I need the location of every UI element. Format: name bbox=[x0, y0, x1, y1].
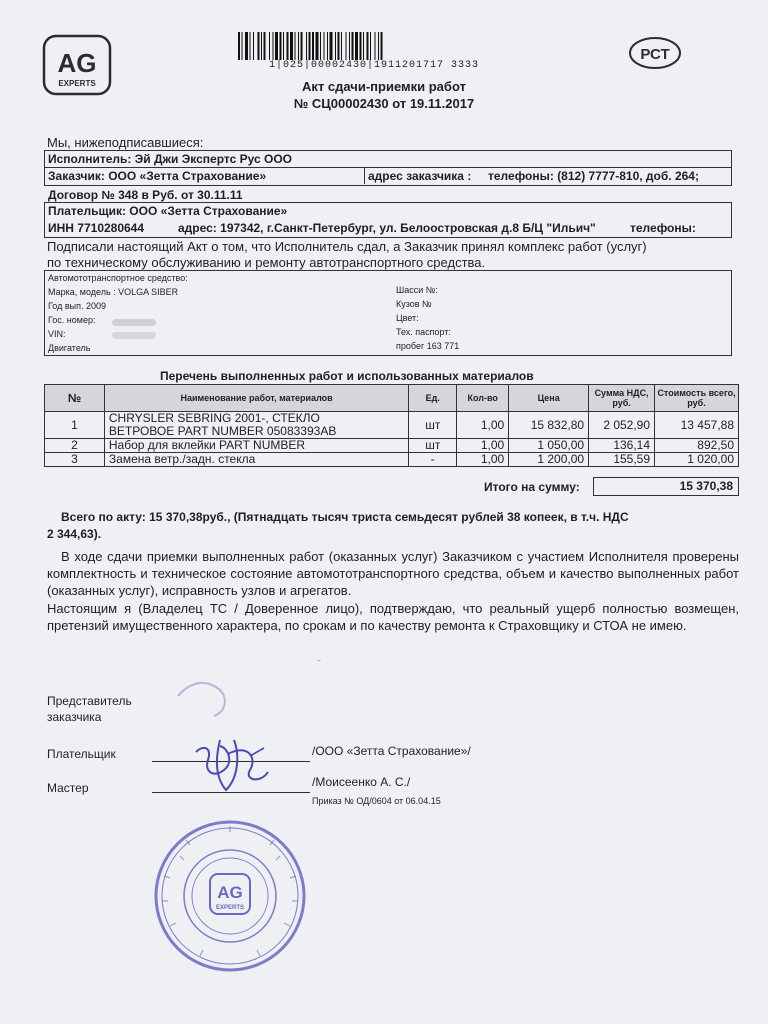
summary-line-1: Всего по акту: 15 370,38руб., (Пятнадцать тысяч триста семьдесят рублей 38 копеек, в т.ч. НДС bbox=[61, 510, 629, 524]
intro-text: Мы, нижеподписавшиеся: bbox=[47, 135, 204, 150]
executor: Исполнитель: Эй Джи Экспертс Рус ООО bbox=[48, 152, 292, 166]
row-price: 15 832,80 bbox=[509, 412, 589, 439]
payer: Плательщик: ООО «Зетта Страхование» bbox=[48, 204, 288, 218]
certification-mark-icon bbox=[628, 36, 682, 70]
paragraph-confirmation: Настоящим я (Владелец ТС / Доверенное лицо), подтверждаю, что реальный ущерб полностью возмещен, претензий имущественного характера, по срокам и по качеству ремонта к Страховщику и СТОА не имею. bbox=[47, 601, 739, 633]
row-name-line-2: ВЕТРОВОЕ PART NUMBER 05083393AB bbox=[108, 424, 337, 438]
row-vat: 136,14 bbox=[589, 439, 655, 453]
barcode-number: 1|025|00002430|1911201717 3333 bbox=[268, 60, 480, 71]
row-name-line-1: CHRYSLER SEBRING 2001-, СТЕКЛО bbox=[108, 411, 320, 425]
rep-label-2: заказчика bbox=[47, 710, 102, 724]
row-qty: 1,00 bbox=[457, 439, 509, 453]
row-number: 1 bbox=[45, 412, 105, 439]
vehicle-engine: Двигатель bbox=[48, 343, 91, 353]
redacted-vin bbox=[112, 332, 156, 339]
row-vat: 2 052,90 bbox=[589, 412, 655, 439]
vehicle-brand: Марка, модель : VOLGA SIBER bbox=[48, 287, 179, 297]
vehicle-mileage: пробег 163 771 bbox=[396, 341, 460, 351]
customer: Заказчик: ООО «Зетта Страхование» bbox=[48, 169, 267, 183]
redacted-plate bbox=[112, 319, 156, 326]
barcode bbox=[236, 32, 512, 62]
works-table bbox=[44, 384, 739, 467]
svg-text:EXPERTS: EXPERTS bbox=[215, 905, 245, 911]
col-name: Наименование работ, материалов bbox=[104, 385, 408, 412]
works-title: Перечень выполненных работ и использованных материалов bbox=[160, 369, 534, 383]
row-price: 1 200,00 bbox=[509, 453, 589, 467]
svg-text:AG: AG bbox=[57, 48, 97, 78]
master-signature-name: /Моисеенко А. С./ bbox=[312, 775, 411, 789]
rep-label-1: Представитель bbox=[47, 694, 132, 708]
document-number: № СЦ00002430 от 19.11.2017 bbox=[293, 96, 475, 111]
row-name: Замена ветр./задн. стекла bbox=[104, 453, 408, 467]
payer-phones: телефоны: bbox=[630, 221, 696, 235]
row-total: 892,50 bbox=[655, 439, 739, 453]
total-value: 15 370,38 bbox=[679, 479, 733, 493]
customer-address-label: адрес заказчика : bbox=[368, 169, 472, 183]
order-reference: Приказ № ОД/0604 от 06.04.15 bbox=[312, 796, 441, 806]
col-number: № bbox=[45, 385, 105, 412]
payer-signature-label: Плательщик bbox=[47, 747, 116, 761]
row-name bbox=[104, 412, 408, 439]
row-unit: шт bbox=[409, 412, 457, 439]
row-qty: 1,00 bbox=[457, 453, 509, 467]
vehicle-passport: Тех. паспорт: bbox=[396, 327, 451, 337]
row-vat: 155,59 bbox=[589, 453, 655, 467]
statement-line-1: Подписали настоящий Акт о том, что Исполнитель сдал, а Заказчик принял комплекс работ (услуг) bbox=[47, 239, 647, 254]
col-total: Стоимость всего, руб. bbox=[655, 385, 739, 412]
total-label: Итого на сумму: bbox=[484, 480, 580, 494]
vehicle-body: Кузов № bbox=[396, 299, 432, 309]
vehicle-caption: Автомототранспортное средство: bbox=[48, 273, 188, 283]
payer-address: адрес: 197342, г.Санкт-Петербург, ул. Белоостровская д.8 Б/Ц "Ильич" bbox=[178, 221, 596, 235]
inn: ИНН 7710280644 bbox=[48, 221, 145, 235]
contract: Договор № 348 в Руб. от 30.11.11 bbox=[48, 188, 243, 202]
col-vat: Сумма НДС, руб. bbox=[589, 385, 655, 412]
row-unit: шт bbox=[409, 439, 457, 453]
row-number: 3 bbox=[45, 453, 105, 467]
handwritten-signature bbox=[168, 660, 358, 800]
row-unit: - bbox=[409, 453, 457, 467]
row-name: Набор для вклейки PART NUMBER bbox=[104, 439, 408, 453]
payer-signature-name: /ООО «Зетта Страхование»/ bbox=[312, 744, 471, 758]
vehicle-color: Цвет: bbox=[396, 313, 419, 323]
document-title: Акт сдачи-приемки работ bbox=[302, 79, 466, 94]
company-stamp bbox=[150, 816, 310, 976]
row-qty: 1,00 bbox=[457, 412, 509, 439]
divider bbox=[364, 167, 365, 184]
row-price: 1 050,00 bbox=[509, 439, 589, 453]
col-unit: Ед. bbox=[409, 385, 457, 412]
col-price: Цена bbox=[509, 385, 589, 412]
divider bbox=[44, 167, 732, 168]
table-row bbox=[45, 453, 739, 467]
customer-phones: телефоны: (812) 7777-810, доб. 264; bbox=[488, 169, 699, 183]
svg-text:РСТ: РСТ bbox=[640, 46, 670, 63]
vehicle-plate: Гос. номер: bbox=[48, 315, 96, 325]
svg-text:AG: AG bbox=[217, 883, 243, 902]
row-total: 1 020,00 bbox=[655, 453, 739, 467]
master-signature-label: Мастер bbox=[47, 781, 89, 795]
summary-line-2: 2 344,63). bbox=[47, 527, 102, 541]
col-qty: Кол-во bbox=[457, 385, 509, 412]
vehicle-vin: VIN: bbox=[48, 329, 66, 339]
table-row bbox=[45, 412, 739, 439]
table-header-row bbox=[45, 385, 739, 412]
row-number: 2 bbox=[45, 439, 105, 453]
vehicle-year: Год вып. 2009 bbox=[48, 301, 106, 311]
paragraph-inspection: В ходе сдачи приемки выполненных работ (оказанных услуг) Заказчиком с участием Исполнителя проверены комплектность и техническое состояние автомототранспортного средства, объем и качество выполненных работ (оказанных услуг), исправность узлов и агрегатов. bbox=[47, 549, 739, 598]
statement-line-2: по техническому обслуживанию и ремонту автотранспортного средства. bbox=[47, 255, 486, 270]
row-total: 13 457,88 bbox=[655, 412, 739, 439]
vehicle-chassis: Шасси №: bbox=[396, 285, 438, 295]
table-row bbox=[45, 439, 739, 453]
svg-text:EXPERTS: EXPERTS bbox=[58, 79, 96, 88]
